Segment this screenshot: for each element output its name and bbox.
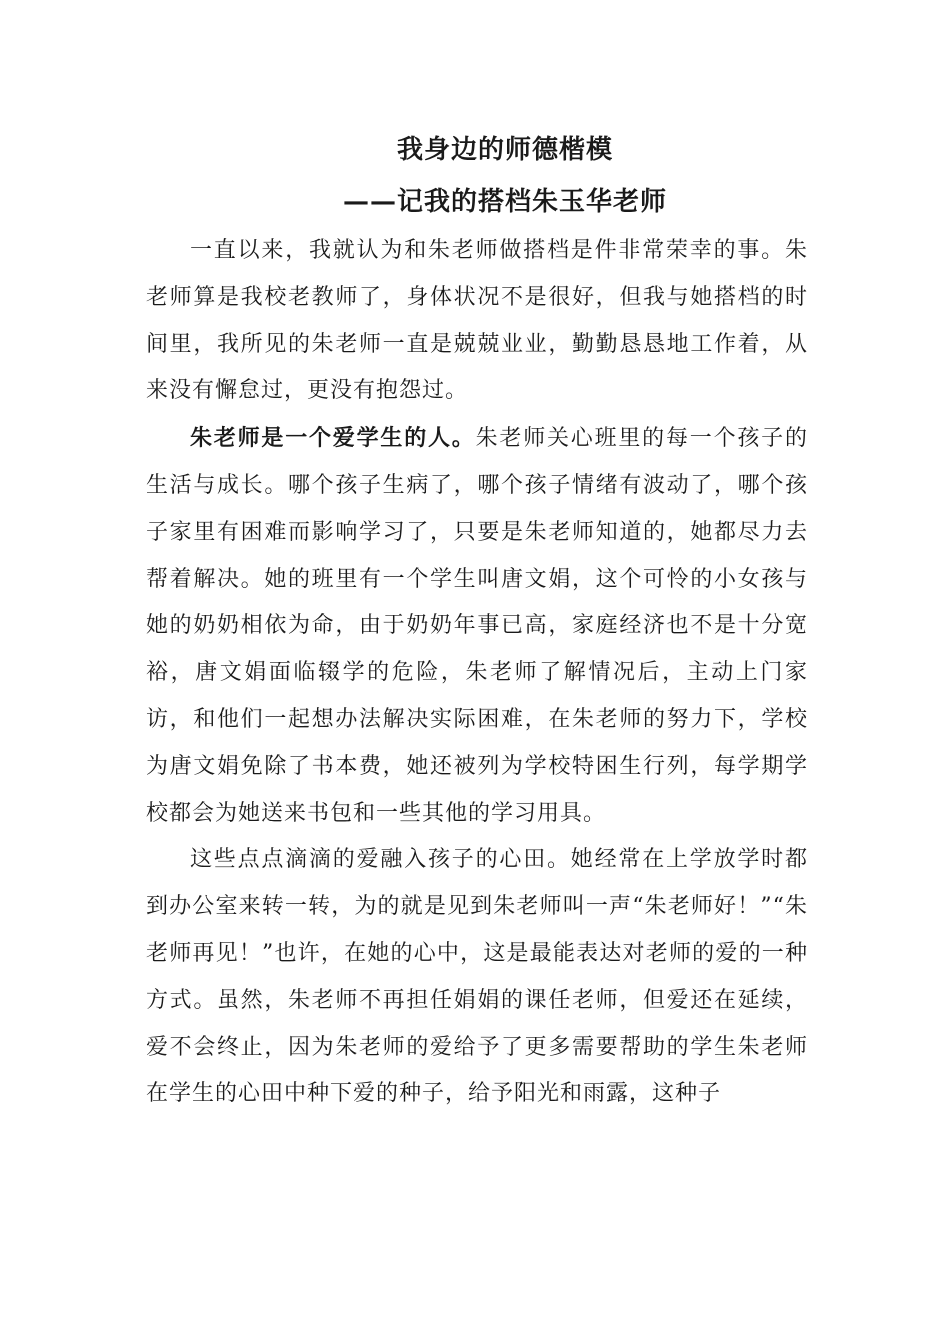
paragraph-lead-sentence: 朱老师是一个爱学生的人。	[190, 425, 476, 452]
paragraph-love-in-hearts	[146, 837, 808, 1118]
document-body	[146, 228, 808, 1118]
paragraph-text: 朱老师关心班里的每一个孩子的生活与成长。哪个孩子生病了，哪个孩子情绪有波动了，哪个孩子家里有困难而影响学习了，只要是朱老师知道的，她都尽力去帮着解决。她的班里有一个学生叫唐文娟，这个可怜的小女孩与她的奶奶相依为命，由于奶奶年事已高，家庭经济也不是十分宽裕，唐文娟面临辍学的危险，朱老师了解情况后，主动上门家访，和他们一起想办法解决实际困难，在朱老师的努力下，学校为唐文娟免除了书本费，她还被列为学校特困生行列，每学期学校都会为她送来书包和一些其他的学习用具。	[146, 426, 808, 826]
paragraph-text: 这些点点滴滴的爱融入孩子的心田。她经常在上学放学时都到办公室来转一转，为的就是见到朱老师叫一声“朱老师好！”“朱老师再见！”也许，在她的心中，这是最能表达对老师的爱的一种方式。虽然，朱老师不再担任娟娟的课任老师，但爱还在延续，爱不会终止，因为朱老师的爱给予了更多需要帮助的学生朱老师在学生的心田中种下爱的种子，给予阳光和雨露，这种子	[146, 847, 808, 1107]
paragraph-text: 一直以来，我就认为和朱老师做搭档是件非常荣幸的事。朱老师算是我校老教师了，身体状况不是很好，但我与她搭档的时间里，我所见的朱老师一直是兢兢业业，勤勤恳恳地工作着，从来没有懈怠过，更没有抱怨过。	[146, 238, 808, 404]
paragraph-intro	[146, 228, 808, 415]
document-subtitle: ——记我的搭档朱玉华老师	[342, 187, 667, 217]
document-title: 我身边的师德楷模	[396, 135, 613, 165]
paragraph-loves-students	[146, 415, 808, 837]
